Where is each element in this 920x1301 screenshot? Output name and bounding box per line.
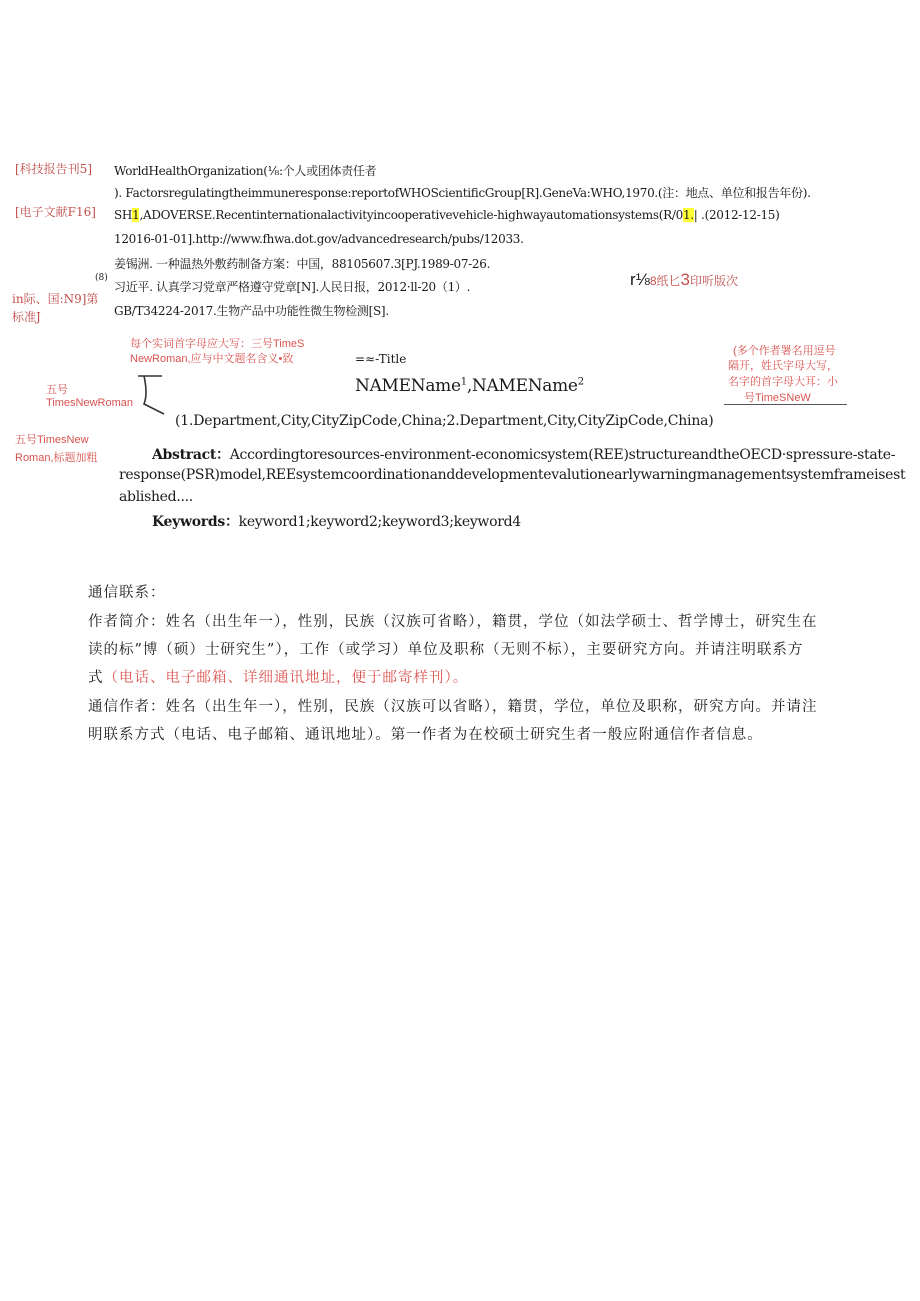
affiliation: (1.Department,City,CityZipCode,China;2.Department,City,CityZipCode,China) <box>175 413 714 429</box>
author-format-note: 隔开，姓氏字母大写， <box>728 360 838 372</box>
size-note: 五号 <box>46 384 68 396</box>
corresponding-author-line: 通信作者：姓名（出生年一），性别，民族（汉族可以省略），籍贯，学位，单位及职称，研究方向。并请注 <box>88 699 818 715</box>
abstract-line: response(PSR)model,REEsystemcoordinationanddevelopmentevalutionearlywarningmanagementsystemframeisest <box>119 467 906 483</box>
abstract-line: ablished.... <box>119 489 193 505</box>
note-text: 8纸匕 <box>649 274 681 288</box>
reference-line: WorldHealthOrganization(⅛:个人或团体责任者 <box>114 164 377 178</box>
keywords-label: Keywords： <box>152 514 239 530</box>
edition-note <box>630 270 738 290</box>
english-title: =≈-Title <box>355 352 407 366</box>
reference-line: ). Factorsregulatingtheimmuneresponse:reportofWHOScientificGroup[R].GeneVa:WHO,1970.(注：地点、单位和报告年份). <box>114 186 811 200</box>
bracket-mark-icon <box>130 374 170 418</box>
note-underline <box>724 404 847 405</box>
ref-type-label-electronic: [电子文献F16] <box>15 205 96 219</box>
keywords-text: keyword1;keyword2;keyword3;keyword4 <box>238 514 521 530</box>
corresponding-author-line: 明联系方式（电话、电子邮箱、通讯地址）。第一作者为在校硕士研究生者一般应附通信作者信息。 <box>88 727 763 743</box>
author-bio-line <box>88 666 468 687</box>
title-format-note: 每个实词首字母应大写：三号TimeS <box>130 338 305 350</box>
author-names <box>355 376 584 396</box>
ref-type-label-standard: in际、国:N9]第 <box>12 292 99 306</box>
author-superscript: 1 <box>460 376 467 388</box>
author-bio-line: 作者简介：姓名（出生年一），性别，民族（汉族可省略），籍贯，学位（如法学硕士、哲学博士，研究生在 <box>88 614 818 630</box>
contact-heading: 通信联系： <box>88 585 166 601</box>
author-format-note: 名字的首字母大耳：小 <box>728 376 838 388</box>
ref-text: | .(2012-12-15) <box>693 208 780 222</box>
ref-type-label-standard-2: 标准J <box>12 310 41 324</box>
author-format-note: (多个作者署名用逗号 <box>733 345 836 357</box>
note-text: 3 <box>680 270 690 289</box>
highlight-mark: 1 <box>132 208 140 222</box>
abstract-format-note: Roman,标题加粗 <box>15 452 98 464</box>
note-text: 印听版次 <box>690 274 739 288</box>
note-text: r⅛ <box>630 270 650 289</box>
author-name: ,NAMEName <box>466 376 578 396</box>
ref-text: SH <box>114 208 133 222</box>
keywords-line <box>152 511 521 531</box>
reference-line: 姜锡洲. 一种温热外敷药制备方案：中国，88105607.3[PJ.1989-07-26. <box>114 257 491 271</box>
reference-line <box>114 208 780 222</box>
size-note: TimesNewRoman <box>46 397 134 409</box>
bio-text: 式 <box>88 670 104 686</box>
author-bio-line: 读的标”博（硕）士研究生”），工作（或学习）单位及职称（无则不标），主要研究方向。并请注明联系方 <box>88 642 804 658</box>
highlight-mark: 1. <box>682 208 694 222</box>
reference-line: 习近平. 认真学习党章严格遵守党章[N].人民日报，2012·ll-20（1）. <box>114 280 471 294</box>
author-format-note: 号TimeSNeW <box>744 392 811 404</box>
ref-type-label-report: [科技报告刊5] <box>15 162 92 176</box>
abstract-text: Accordingtoresources-environment-economicsystem(REE)structureandtheOECD·spressure-state- <box>229 447 896 463</box>
abstract-line <box>152 444 895 464</box>
abstract-format-note: 五号TimesNew <box>15 434 89 446</box>
title-format-note: NewRoman,应与中文题名含义•致 <box>130 353 294 365</box>
abstract-label: Abstract： <box>152 447 230 463</box>
reference-line: GB/T34224-2017.生物产品中功能性微生物检测[S]. <box>114 304 389 318</box>
ref-text: ,ADOVERSE.Recentinternationalactivityincooperativevehicle-highwayautomationsystems(R/0 <box>139 208 683 222</box>
author-superscript: 2 <box>577 376 584 388</box>
author-name: NAMEName <box>355 376 461 396</box>
bio-text-highlighted: （电话、电子邮箱、详细通讯地址，便于邮寄样刊）。 <box>103 670 469 686</box>
reference-line: 12016-01-01].http://www.fhwa.dot.gov/advancedresearch/pubs/12033. <box>114 232 524 246</box>
superscript-note: (8) <box>95 273 108 283</box>
